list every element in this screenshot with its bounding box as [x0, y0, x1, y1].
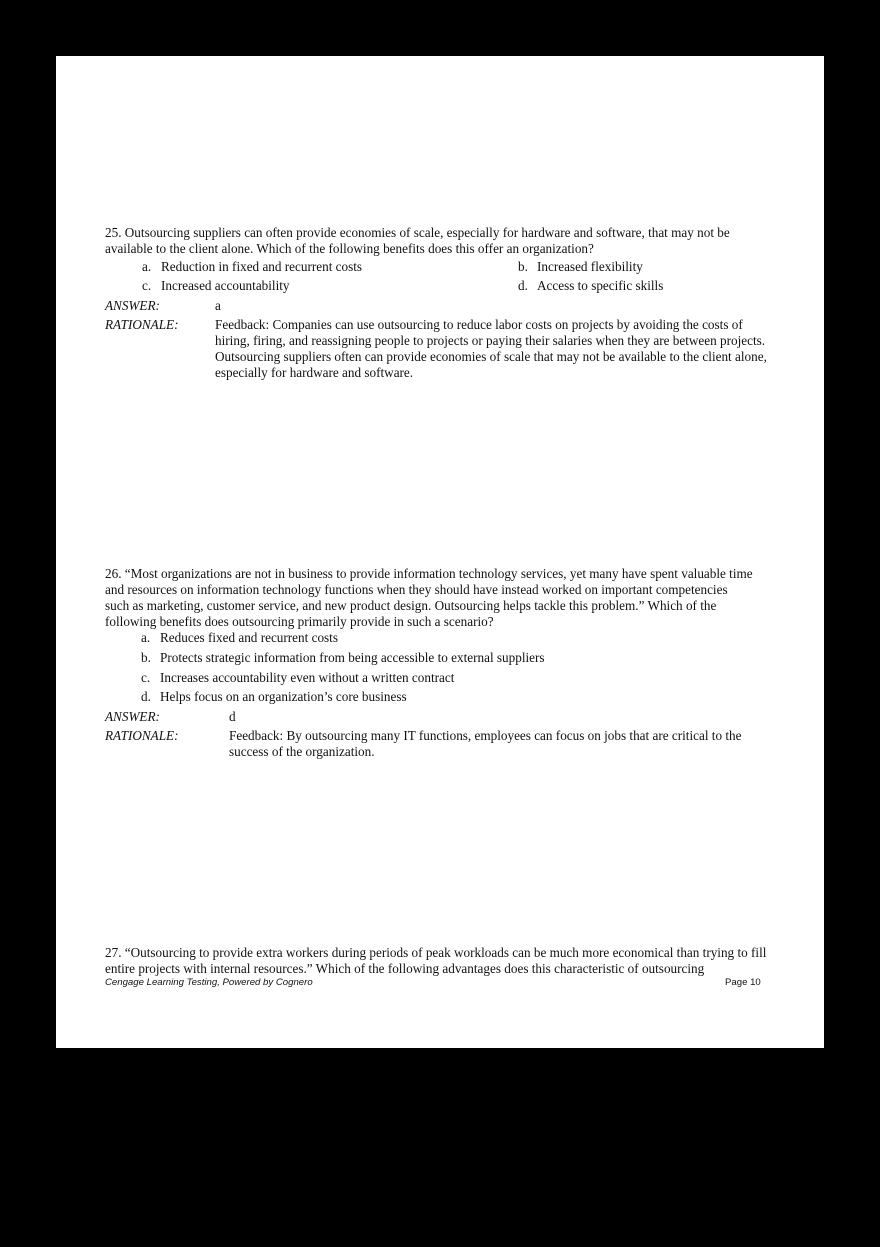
footer-page-number: Page 10	[725, 977, 761, 988]
q25-option-a: a. Reduction in fixed and recurrent costs	[142, 259, 363, 274]
question-25-text	[105, 225, 775, 257]
question-stem: “Outsourcing to provide extra workers during periods of peak workloads can be much more economical than trying to fill entire projects with internal resources.” Which of the following advantages does this characteristic of outsourcing	[105, 945, 767, 976]
q26-answer-label: ANSWER:	[105, 709, 160, 724]
question-number: 27.	[105, 945, 122, 960]
q25-answer-value: a	[215, 298, 221, 313]
q26-option-d: d. Helps focus on an organization’s core business	[141, 689, 407, 704]
question-number: 26.	[105, 566, 122, 581]
q26-rationale-text: Feedback: By outsourcing many IT functions, employees can focus on jobs that are critical to the success of the organization.	[229, 728, 742, 759]
q25-rationale-label: RATIONALE:	[105, 317, 179, 332]
q25-option-b: b. Increased flexibility	[518, 259, 643, 274]
question-stem: Outsourcing suppliers can often provide economies of scale, especially for hardware and software, that may not be available to the client alone. Which of the following benefits does this offer an organization?	[105, 225, 730, 256]
q25-answer-label: ANSWER:	[105, 298, 160, 313]
q25-option-c: c. Increased accountability	[142, 278, 290, 293]
q26-option-a: a. Reduces fixed and recurrent costs	[141, 630, 338, 645]
footer-publisher: Cengage Learning Testing, Powered by Cognero	[105, 977, 313, 988]
question-stem: “Most organizations are not in business to provide information technology services, yet many have spent valuable time and resources on information technology functions when they should have instead worked on important competencies such as marketing, customer service, and new product design. Outsourcing helps tackle this problem.” Which of the following benefits does outsourcing primarily provide in such a scenario?	[105, 566, 753, 629]
q25-option-d: d. Access to specific skills	[518, 278, 664, 293]
document-page	[56, 56, 824, 1048]
question-26-text	[105, 566, 755, 630]
q26-option-b: b. Protects strategic information from being accessible to external suppliers	[141, 650, 545, 665]
q26-option-c: c. Increases accountability even without a written contract	[141, 670, 455, 685]
question-number: 25.	[105, 225, 122, 240]
q25-rationale-text: Feedback: Companies can use outsourcing to reduce labor costs on projects by avoiding the costs of hiring, firing, and reassigning people to projects or paying their salaries when they are between projects. Outsourcing suppliers often can provide economies of scale that may not be available to the client alone, especially for hardware and software.	[215, 317, 767, 380]
q26-rationale-label: RATIONALE:	[105, 728, 179, 743]
q26-answer-value: d	[229, 709, 236, 724]
question-27-text	[105, 945, 777, 977]
